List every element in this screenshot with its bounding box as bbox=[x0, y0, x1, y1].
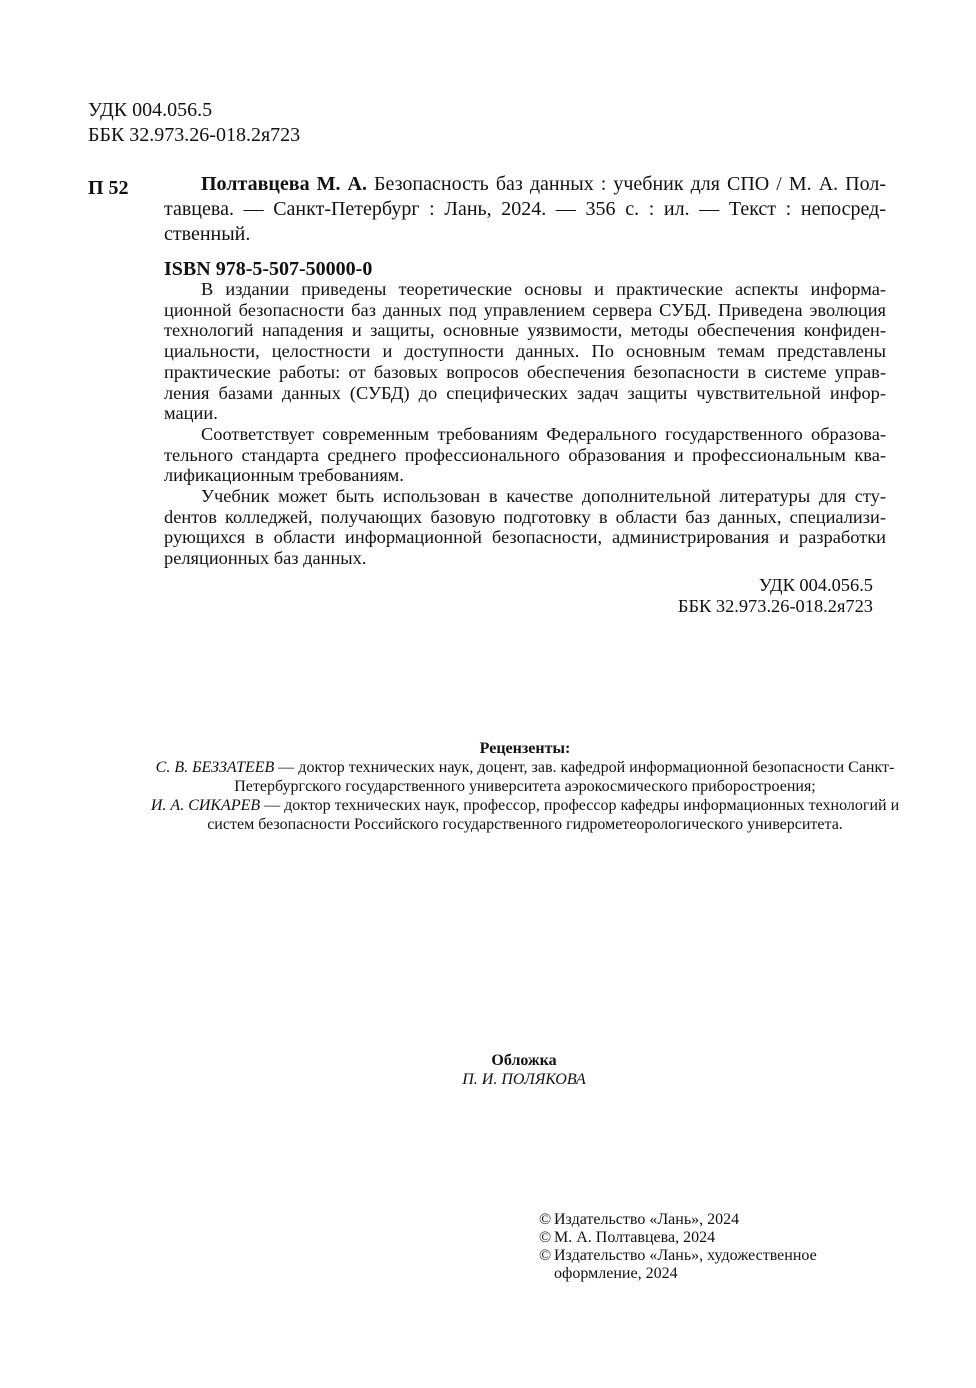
reviewer-entry bbox=[130, 758, 920, 796]
classification-codes-right bbox=[678, 575, 873, 616]
cover-designer: П. И. ПОЛЯКОВА bbox=[462, 1071, 586, 1088]
copyright-text: Издательство «Лань», 2024 bbox=[554, 1211, 740, 1228]
udk-code: УДК 004.056.5 bbox=[88, 99, 213, 121]
copyright-text: Издательство «Лань», художественное оформление, 2024 bbox=[554, 1247, 817, 1282]
copyright-line bbox=[539, 1229, 869, 1247]
copyright-symbol: © bbox=[539, 1247, 552, 1264]
copyright-line bbox=[539, 1247, 869, 1283]
reviewer-entry bbox=[130, 796, 920, 834]
reviewer-description: — доктор технических наук, доцент, зав. кафедрой информационной безопасности Санкт-Петербургского государственного университета аэрокосмического приборостроения; bbox=[234, 759, 895, 795]
abstract-paragraph: Соответствует современным требованиям Федерального государственного образовательного стандарта среднего профессионального образования и профессиональным квалификационным требованиям. bbox=[164, 423, 886, 486]
author-mark: П 52 bbox=[88, 177, 129, 199]
reviewer-description: — доктор технических наук, профессор, профессор кафедры информационных технологий и систем безопасности Российского государственного гидрометеорологического университета. bbox=[207, 797, 900, 833]
copyright-line bbox=[539, 1211, 869, 1229]
reviewers-heading: Рецензенты: bbox=[479, 740, 571, 757]
bbk-code: ББК 32.973.26-018.2я723 bbox=[677, 595, 873, 616]
copyright-symbol: © bbox=[539, 1229, 552, 1246]
udk-code: УДК 004.056.5 bbox=[758, 575, 873, 595]
copyright-block bbox=[539, 1211, 869, 1283]
abstract-paragraph: В издании приведены теоретические основы и практические аспекты информационной безопасности баз данных под управлением сервера СУБД. Приведена эволюция технологий нападения и защиты, основные уязвимости, методы обеспечения конфиденциальности, целостности и доступности данных. По основным темам представлены практические работы: от базовых вопросов обеспечения безопасности в системе управления базами данных (СУБД) до специфических задач защиты чувствительной информации. bbox=[164, 279, 886, 424]
reviewers-block bbox=[130, 739, 920, 834]
bibliographic-record bbox=[164, 172, 886, 247]
copyright-text: М. А. Полтавцева, 2024 bbox=[554, 1229, 716, 1246]
reviewer-name: С. В. БЕЗЗАТЕЕВ bbox=[155, 759, 275, 776]
isbn: ISBN 978-5-507-50000-0 bbox=[164, 258, 373, 280]
classification-codes bbox=[88, 98, 300, 148]
author-name: Полтавцева М. А. bbox=[201, 173, 367, 195]
cover-heading: Обложка bbox=[491, 1052, 557, 1069]
abstract-paragraph: Учебник может быть использован в качестве дополнительной литературы для стуdентов колледжей, получающих базовую подготовку в области баз данных, специализирующихся в области информационной безопасности, администрирования и разработки реляционных баз данных. bbox=[164, 486, 886, 569]
bbk-code: ББК 32.973.26-018.2я723 bbox=[88, 124, 301, 146]
copyright-symbol: © bbox=[539, 1211, 552, 1228]
cover-credit bbox=[324, 1051, 724, 1089]
abstract bbox=[164, 279, 886, 569]
bibliographic-description: Безопасность баз данных : учебник для СПО / М. А. Полтавцева. — Санкт-Петербург : Лань, 2024. — 356 с. : ил. — Текст : непосредственный. bbox=[164, 173, 887, 245]
reviewer-name: И. А. СИКАРЕВ bbox=[150, 797, 261, 814]
